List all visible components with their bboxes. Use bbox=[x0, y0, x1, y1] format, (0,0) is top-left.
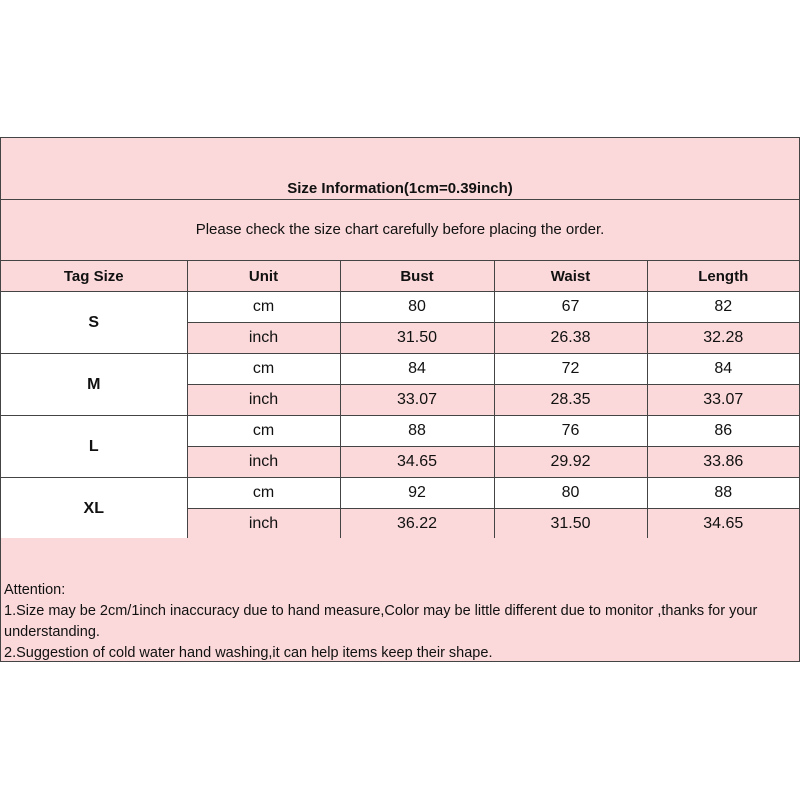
waist-cell: 31.50 bbox=[494, 509, 647, 540]
bust-cell: 84 bbox=[340, 354, 494, 385]
waist-cell: 76 bbox=[494, 416, 647, 447]
bust-cell: 31.50 bbox=[340, 323, 494, 354]
length-cell: 34.65 bbox=[647, 509, 799, 540]
attention-band bbox=[1, 538, 799, 661]
length-cell: 84 bbox=[647, 354, 799, 385]
table-row bbox=[1, 354, 799, 385]
waist-cell: 26.38 bbox=[494, 323, 647, 354]
attention-note-2: 2.Suggestion of cold water hand washing,it can help items keep their shape. bbox=[4, 645, 493, 661]
length-cell: 88 bbox=[647, 478, 799, 509]
length-cell: 33.07 bbox=[647, 385, 799, 416]
unit-cell: cm bbox=[187, 416, 340, 447]
waist-cell: 72 bbox=[494, 354, 647, 385]
tag-size-cell: L bbox=[1, 416, 187, 478]
unit-cell: cm bbox=[187, 354, 340, 385]
header-row bbox=[1, 261, 799, 292]
unit-cell: inch bbox=[187, 323, 340, 354]
chart-title: Size Information(1cm=0.39inch) bbox=[287, 180, 513, 197]
unit-cell: inch bbox=[187, 385, 340, 416]
tag-size-cell: M bbox=[1, 354, 187, 416]
header-unit: Unit bbox=[187, 261, 340, 292]
attention-note-1: 1.Size may be 2cm/1inch inaccuracy due to hand measure,Color may be little different due to monitor ,thanks for your understanding. bbox=[4, 603, 758, 640]
table-row bbox=[1, 292, 799, 323]
bust-cell: 88 bbox=[340, 416, 494, 447]
size-chart bbox=[0, 137, 800, 662]
notice-text: Please check the size chart carefully before placing the order. bbox=[195, 221, 605, 238]
bust-cell: 80 bbox=[340, 292, 494, 323]
tag-size-cell: S bbox=[1, 292, 187, 354]
unit-cell: cm bbox=[187, 292, 340, 323]
unit-cell: inch bbox=[187, 447, 340, 478]
table-row bbox=[1, 478, 799, 509]
length-cell: 32.28 bbox=[647, 323, 799, 354]
title-band bbox=[1, 138, 799, 200]
waist-cell: 29.92 bbox=[494, 447, 647, 478]
tag-size-cell: XL bbox=[1, 478, 187, 540]
bust-cell: 92 bbox=[340, 478, 494, 509]
header-length: Length bbox=[647, 261, 799, 292]
attention-heading: Attention: bbox=[4, 582, 66, 598]
header-tag-size: Tag Size bbox=[1, 261, 187, 292]
header-waist: Waist bbox=[494, 261, 647, 292]
bust-cell: 33.07 bbox=[340, 385, 494, 416]
bust-cell: 34.65 bbox=[340, 447, 494, 478]
table-row bbox=[1, 416, 799, 447]
length-cell: 86 bbox=[647, 416, 799, 447]
unit-cell: inch bbox=[187, 509, 340, 540]
length-cell: 33.86 bbox=[647, 447, 799, 478]
unit-cell: cm bbox=[187, 478, 340, 509]
notice-band bbox=[1, 200, 799, 261]
waist-cell: 80 bbox=[494, 478, 647, 509]
size-table bbox=[1, 261, 799, 540]
header-bust: Bust bbox=[340, 261, 494, 292]
length-cell: 82 bbox=[647, 292, 799, 323]
waist-cell: 28.35 bbox=[494, 385, 647, 416]
waist-cell: 67 bbox=[494, 292, 647, 323]
bust-cell: 36.22 bbox=[340, 509, 494, 540]
attention-notes bbox=[4, 580, 797, 664]
